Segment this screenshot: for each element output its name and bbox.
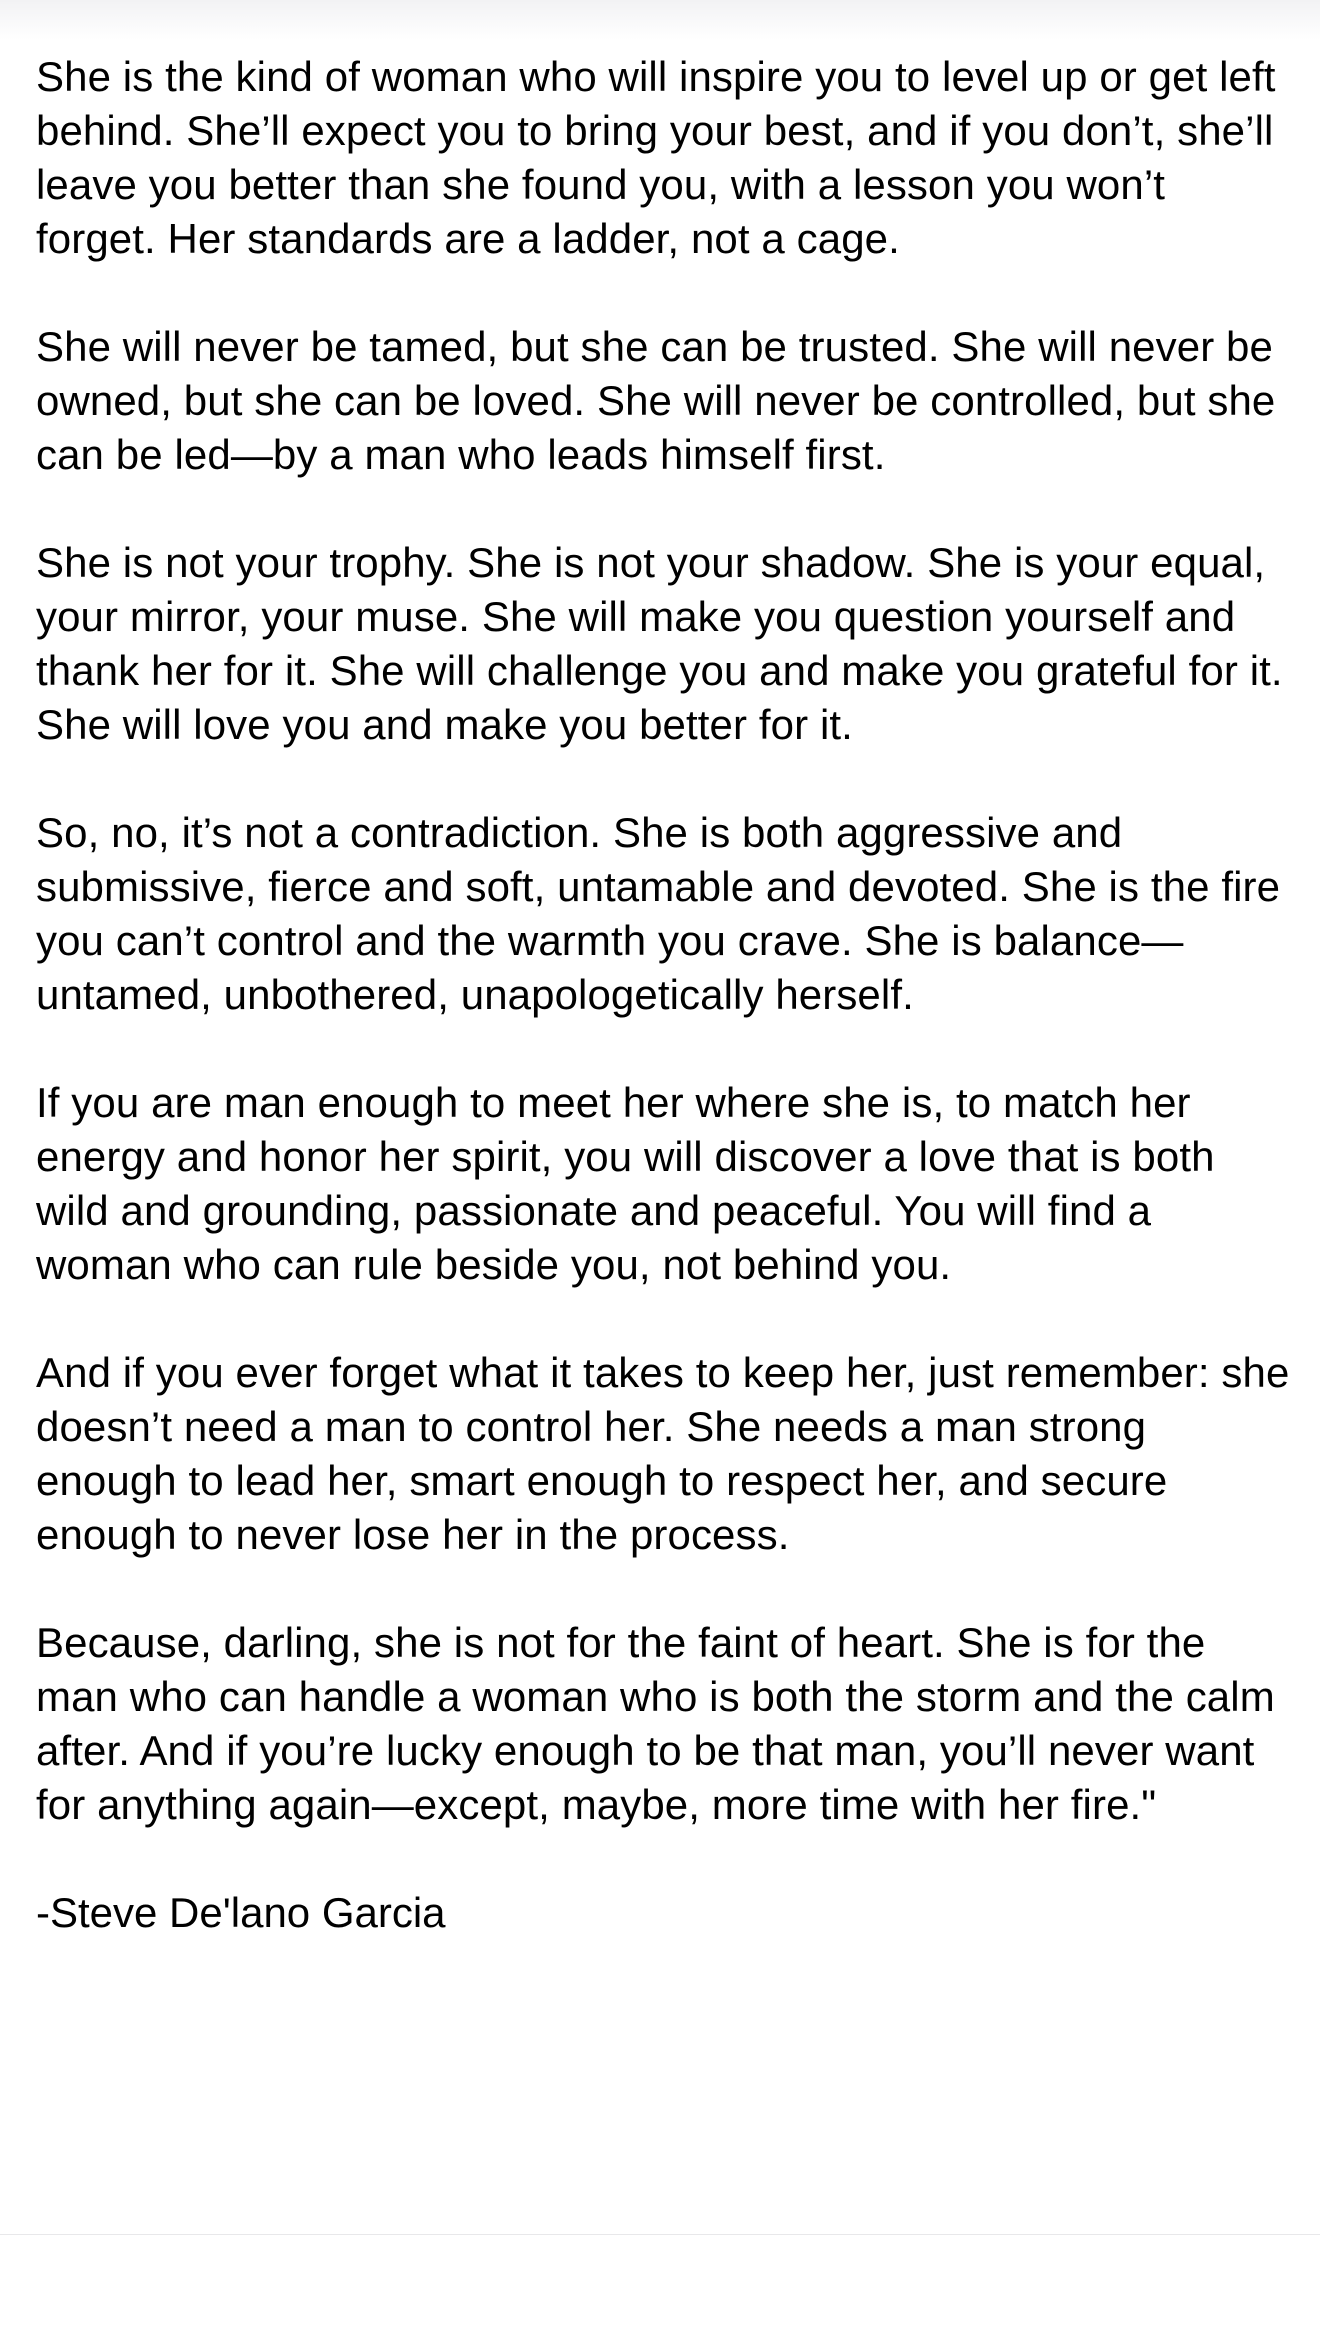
post-paragraph: She will never be tamed, but she can be trusted. She will never be owned, but she can be loved. She will never be controlled, but she can be led—by a man who leads himself first. xyxy=(36,323,1276,478)
post-paragraph: She is the kind of woman who will inspire you to level up or get left behind. She’ll expect you to bring your best, and if you don’t, she’ll leave you better than she found you, with a lesson you won’t forget. Her standards are a ladder, not a cage. xyxy=(36,53,1276,262)
post-paragraph: Because, darling, she is not for the faint of heart. She is for the man who can handle a woman who is both the storm and the calm after. And if you’re lucky enough to be that man, you’ll never want for anything again—except, maybe, more time with her fire." xyxy=(36,1619,1275,1828)
footer-area xyxy=(0,2235,1320,2334)
post-body xyxy=(36,50,1296,1940)
post-paragraph: She is not your trophy. She is not your shadow. She is your equal, your mirror, your muse. She will make you question yourself and thank her for it. She will challenge you and make you grateful for it. She will love you and make you better for it. xyxy=(36,539,1283,748)
post-paragraph: So, no, it’s not a contradiction. She is both aggressive and submissive, fierce and soft, untamable and devoted. She is the fire you can’t control and the warmth you crave. She is balance—untamed, unbothered, unapologetically herself. xyxy=(36,809,1281,1018)
top-fade xyxy=(0,0,1320,40)
post-paragraph: If you are man enough to meet her where she is, to match her energy and honor her spirit, you will discover a love that is both wild and grounding, passionate and peaceful. You will find a woman who can rule beside you, not behind you. xyxy=(36,1079,1215,1288)
post-paragraph: And if you ever forget what it takes to keep her, just remember: she doesn’t need a man to control her. She needs a man strong enough to lead her, smart enough to respect her, and secure enough to never lose her in the process. xyxy=(36,1349,1290,1558)
post-signature: -Steve De'lano Garcia xyxy=(36,1889,446,1936)
